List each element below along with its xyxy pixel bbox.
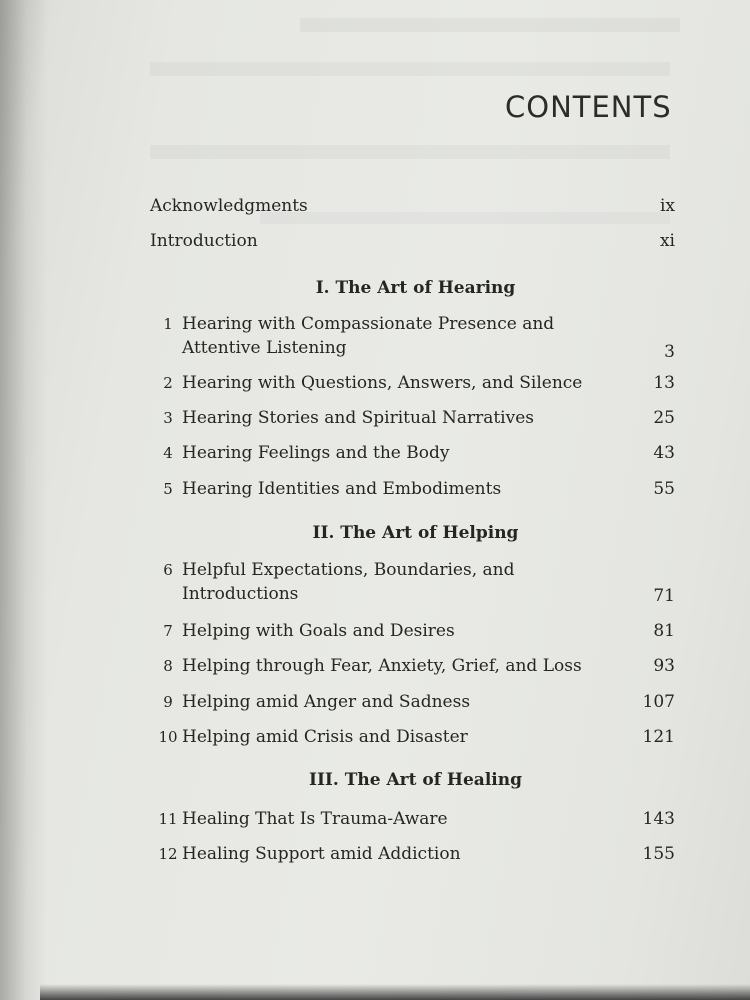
chapter-title-line: Helpful Expectations, Boundaries, and: [182, 560, 515, 580]
page-bottom-shadow: [40, 984, 750, 1000]
chapter-number: 2: [163, 374, 173, 392]
bleed-through: [150, 62, 670, 76]
bleed-through: [300, 18, 680, 32]
chapter-page: 71: [653, 586, 675, 606]
chapter-title: Hearing with Questions, Answers, and Silence: [182, 373, 583, 393]
chapter-title: Helping with Goals and Desires: [182, 621, 455, 641]
chapter-title: Helping amid Anger and Sadness: [182, 692, 471, 712]
chapter-page: 13: [653, 373, 675, 393]
chapter-page: 143: [642, 809, 675, 829]
chapter-title: Hearing Feelings and the Body: [182, 443, 450, 463]
chapter-title: [182, 558, 622, 606]
entry-page: xi: [659, 231, 675, 251]
page-title: CONTENTS: [505, 90, 672, 124]
chapter-title-line: Introductions: [182, 584, 299, 604]
chapter-page: 93: [653, 656, 675, 676]
chapter-title-line: Hearing with Compassionate Presence and: [182, 314, 555, 334]
spine-shadow: [0, 0, 48, 1000]
chapter-number: 4: [163, 444, 173, 462]
part-heading: I. The Art of Hearing: [315, 278, 516, 298]
chapter-number: 1: [163, 315, 173, 333]
entry-label: Acknowledgments: [150, 196, 308, 216]
toc-chapter[interactable]: [158, 558, 675, 606]
chapter-title: Healing Support amid Addiction: [182, 844, 461, 864]
chapter-number: 5: [163, 480, 173, 498]
chapter-number: 10: [158, 728, 178, 746]
part-heading: II. The Art of Helping: [312, 523, 519, 543]
chapter-title: [182, 312, 622, 360]
chapter-title: Helping through Fear, Anxiety, Grief, and Loss: [182, 656, 582, 676]
chapter-page: 43: [653, 443, 675, 463]
bleed-through: [260, 212, 670, 224]
chapter-title: Healing That Is Trauma-Aware: [182, 809, 448, 829]
part-heading: III. The Art of Healing: [309, 770, 522, 790]
chapter-title-line: Attentive Listening: [182, 338, 347, 358]
chapter-number: 9: [163, 693, 173, 711]
chapter-number: 8: [163, 657, 173, 675]
chapter-page: 3: [664, 342, 675, 362]
toc-chapter[interactable]: [158, 312, 675, 360]
entry-page: ix: [659, 196, 675, 216]
bleed-through: [150, 145, 670, 159]
entry-label: Introduction: [150, 231, 258, 251]
chapter-number: 11: [158, 810, 178, 828]
chapter-number: 12: [158, 845, 178, 863]
chapter-page: 25: [653, 408, 675, 428]
chapter-page: 81: [653, 621, 675, 641]
chapter-page: 55: [653, 479, 675, 499]
chapter-title: Hearing Stories and Spiritual Narratives: [182, 408, 534, 428]
chapter-number: 3: [163, 409, 173, 427]
chapter-page: 155: [642, 844, 675, 864]
chapter-title: Helping amid Crisis and Disaster: [182, 727, 468, 747]
chapter-page: 121: [642, 727, 675, 747]
chapter-number: 7: [163, 622, 173, 640]
chapter-number: 6: [163, 561, 173, 579]
chapter-title: Hearing Identities and Embodiments: [182, 479, 502, 499]
chapter-page: 107: [642, 692, 675, 712]
